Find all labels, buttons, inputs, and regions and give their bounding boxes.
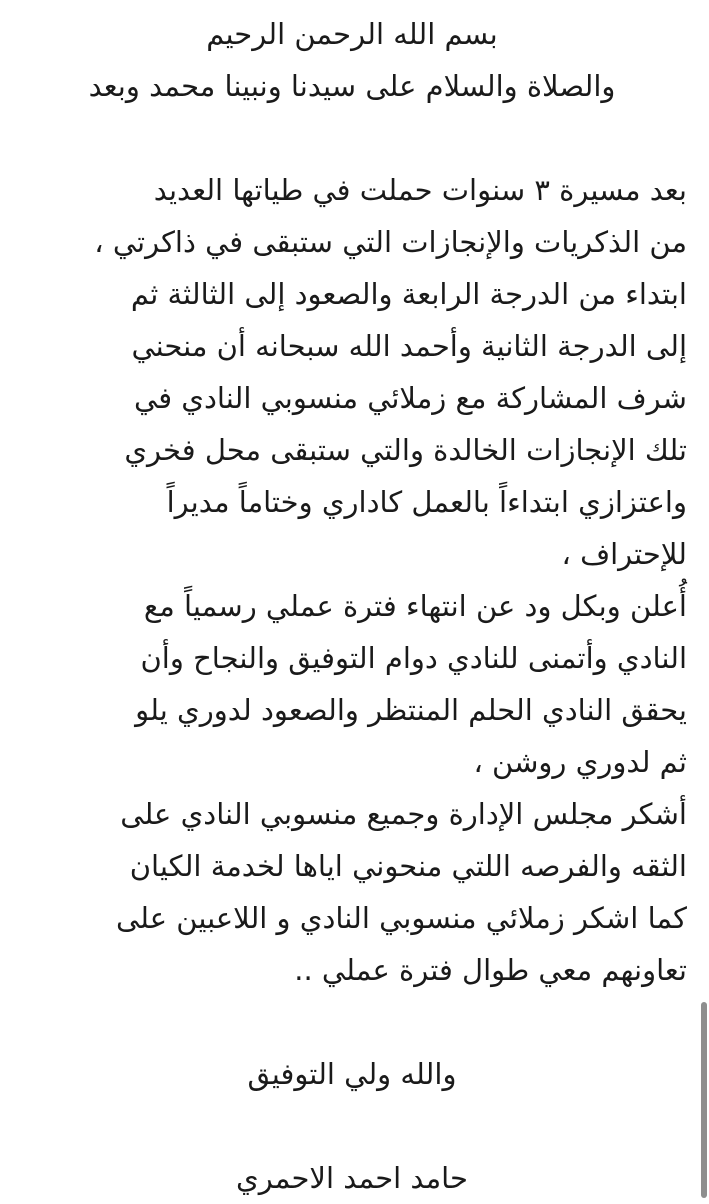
paragraph-career-summary (17, 164, 687, 580)
closing-section (17, 1048, 687, 1100)
text-line: شرف المشاركة مع زملائي منسوبي النادي في (134, 381, 687, 415)
closing-line: والله ولي التوفيق (247, 1057, 457, 1091)
opening-greeting (17, 8, 687, 112)
text-line: أشكر مجلس الإدارة وجميع منسوبي النادي على (120, 797, 687, 831)
text-line: ثم لدوري روشن ، (473, 745, 687, 779)
text-line: ابتداء من الدرجة الرابعة والصعود إلى الثالثة ثم (130, 277, 687, 311)
text-line: تلك الإنجازات الخالدة والتي ستبقى محل فخري (124, 433, 687, 467)
text-line: أُعلن وبكل ود عن انتهاء فترة عملي رسمياً مع (143, 589, 687, 623)
blank-line (17, 1100, 687, 1152)
blank-line (17, 996, 687, 1048)
text-line: واعتزازي ابتداءاً بالعمل كاداري وختاماً مديراً (166, 485, 687, 519)
text-line: بعد مسيرة ٣ سنوات حملت في طياتها العديد (153, 173, 687, 207)
text-line: الثقه والفرصه اللتي منحوني اياها لخدمة الكيان (129, 849, 687, 883)
blank-line (17, 112, 687, 164)
text-line: تعاونهم معي طوال فترة عملي .. (294, 953, 687, 987)
opening-line: والصلاة والسلام على سيدنا ونبينا محمد وبعد (88, 69, 616, 103)
text-line: كما اشكر زملائي منسوبي النادي و اللاعبين على (115, 901, 687, 935)
text-line: النادي وأتمنى للنادي دوام التوفيق والنجاح وأن (140, 641, 687, 675)
vertical-scrollbar[interactable] (701, 1002, 707, 1198)
signature-section (17, 1152, 687, 1204)
text-line: إلى الدرجة الثانية وأحمد الله سبحانه أن منحني (131, 329, 687, 363)
announcement-text (17, 8, 687, 1204)
text-line: من الذكريات والإنجازات التي ستبقى في ذاكرتي ، (94, 225, 687, 259)
signature-name: حامد احمد الاحمري (236, 1161, 468, 1195)
text-line: يحقق النادي الحلم المنتظر والصعود لدوري يلو (135, 693, 687, 727)
text-line: للإحتراف ، (561, 537, 687, 571)
paragraph-thanks (17, 788, 687, 996)
paragraph-announcement (17, 580, 687, 788)
opening-line: بسم الله الرحمن الرحيم (206, 17, 498, 51)
